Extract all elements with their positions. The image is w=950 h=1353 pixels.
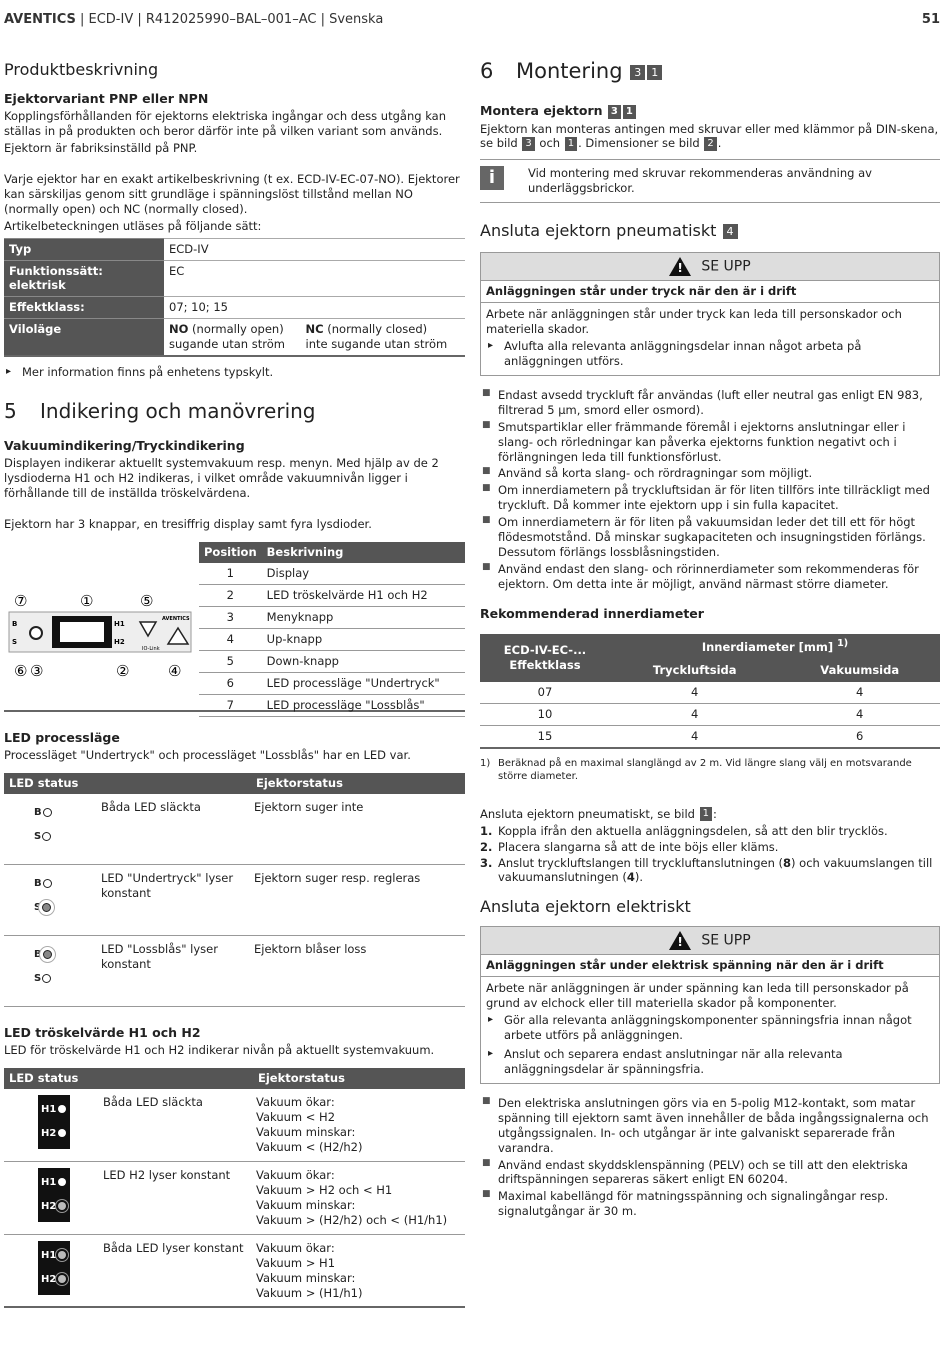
mount-paragraph: Ejektorn kan monteras antingen med skruvar eller med klämmor på DIN-skena, se bild 3 och 1 . Dimensioner se bild 2 . [480,121,939,151]
table-row [199,606,465,628]
threshold-led-icon: H1 H2 [38,1241,70,1295]
section-title-text: Montering [516,59,623,83]
led-indicator-icon: B S [34,942,66,996]
effect-class: 15 [480,725,610,747]
steps-list [480,824,940,855]
more-info-note: ▸ Mer information finns på enhetens typskylt. [4,365,465,380]
step-text: Anslut tryckluftslangen till tryckluftanslutningen ( [498,855,784,870]
info-text: Vid montering med skruvar rekommenderas användning av underläggsbrickor. [528,166,872,196]
connect-paragraph: Ansluta ejektorn pneumatiskt, se bild 1 : [480,806,717,821]
table-row [4,238,465,260]
list-item: ■ Den elektriska anslutningen görs via en 5-polig M12-kontakt, som matar spänning till ejektorn samt även innehåller de båda ingångssignalerna och utgångssignalen. In- och utgångar är inte galvaniskt separerade från varandra. [480,1096,940,1156]
table-row [199,563,465,584]
list-item [480,840,940,855]
led-indicator-icon: B S [34,871,66,925]
recommended-diameter-title: Rekommenderad innerdiameter [480,605,704,621]
led-description: Båda LED släckta [100,1089,253,1161]
vacuum-diameter: 4 [779,703,940,725]
table-row [199,650,465,672]
ejector-status [253,1234,465,1307]
led-process-body [4,794,465,1006]
vacuum-diameter: 6 [779,725,940,747]
warning-text: Arbete när anläggningen är under spänning kan leda till personskador på grund av elchock eller till materiella skador på komponenter. [486,981,909,1011]
article-paragraph-1: Varje ejektor har en exakt artikelbeskrivning (t ex. ECD-IV-EC-07-NO). Ejektorer kan särskiljas genom sitt grundläge i spänningslöst tillstånd mellan NO (normally open) och NC (normally closed). [4,171,460,216]
step-number: 3. [480,855,493,870]
step-number: 1. [480,823,493,838]
header-doc-info: | ECD-IV | R412025990–BAL–001–AC | Svenska [75,12,384,27]
callout-5: ⑤ [140,592,154,611]
description-header: Beskrivning [262,542,465,563]
device-diagram [4,586,194,686]
vacuum-indicator-title: Vakuumindikering/Tryckindikering [4,438,245,454]
callout-6: ⑥ [14,662,28,681]
table-row [4,794,465,864]
variant-paragraph-2: Ejektorn är fabriksinställd på PNP. [4,140,198,155]
class-header [480,634,610,682]
no-label: NO [169,322,189,337]
figure-ref-3: 3 [522,137,534,151]
effect-class: 07 [480,682,610,703]
pneumatic-title [480,221,940,242]
table-row [480,682,940,703]
position-number: 2 [199,585,262,607]
product-description-title: Produktbeskrivning [4,60,159,79]
footnote-number: 1) [480,757,491,769]
table-row [199,585,465,607]
article-spec-table [4,238,465,358]
table-row [4,1161,465,1234]
status-line: Vakuum ökar: [256,1240,335,1255]
electrical-list [480,1096,940,1220]
table-row [4,319,465,356]
threshold-title: LED tröskelvärde H1 och H2 [4,1025,201,1041]
led-process-paragraph: Processläget "Undertryck" och processläget "Lossblås" har en LED var. [4,748,411,763]
warning-heading: Anläggningen står under tryck när den är i drift [481,281,939,303]
section-6-title [480,58,940,85]
mount-title [480,103,940,119]
list-item [480,856,940,886]
warning-icon [669,931,691,950]
mount-text-a: Ejektorn kan monteras antingen med skruvar eller med klämmor på DIN-skena, se bild [480,121,939,151]
led-icon-cell [4,1161,100,1234]
position-number: 7 [199,694,262,716]
position-description: LED tröskelvärde H1 och H2 [262,585,465,607]
no-desc: (normally open) [188,322,284,337]
status-line: Vakuum minskar: [256,1270,356,1285]
mount-text-och: och [539,136,561,151]
section-number: 6 [480,59,494,83]
pressure-diameter: 4 [610,725,779,747]
callout-7: ⑦ [14,592,28,611]
effect-class: 10 [480,703,610,725]
table-row [199,628,465,650]
pressure-side-header: Tryckluftsida [610,659,779,682]
no-detail: sugande utan ström [169,337,285,352]
iolink-label: IO-Link [142,646,160,653]
led-status-header: LED status [4,1068,253,1089]
led-description: LED "Lossblås" lyser konstant [98,936,251,1007]
diameter-header-text: Innerdiameter [mm] [701,640,834,655]
table-row [4,936,465,1007]
threshold-led-icon: H1 H2 [38,1095,70,1149]
led-indicator-icon: B S [34,800,66,854]
nc-detail: inte sugande utan ström [305,337,448,352]
status-line: Vakuum ökar: [256,1095,335,1110]
pressure-diameter: 4 [610,682,779,703]
position-header: Position [199,542,262,563]
led-description: LED "Undertryck" lyser konstant [98,865,251,936]
threshold-body [4,1089,465,1307]
table-row [4,297,465,319]
device-brand: AVENTICS [162,616,190,623]
right-column [480,58,940,1221]
class-header-a: ECD-IV-EC-... [503,643,587,658]
spec-key: Funktionssätt: elektrisk [4,260,164,297]
warning-title-bar [481,927,939,955]
info-note [480,159,940,203]
section-number: 5 [4,399,17,424]
table-row [4,1234,465,1307]
status-line: Vakuum > H1 [256,1255,336,1270]
ejector-status-header: Ejektorstatus [251,773,465,794]
list-item: ■ Om innerdiametern på tryckluftsidan är för liten tillförs inte tillräckligt med tryckluft. Då kommer inte ejektorn upp i sin fulla kapacitet. [480,483,940,513]
table-header-row [4,1068,465,1089]
mount-text-b: . Dimensioner se bild [578,136,700,151]
spec-value-nc [301,319,465,356]
spec-key: Viloläge [4,319,164,356]
voltage-warning [480,926,940,1084]
spec-key: Effektklass: [4,297,164,319]
figure-ref-1: 1 [700,807,712,821]
spec-value: ECD-IV [164,238,465,260]
position-table-body [199,563,465,716]
led-description: Båda LED släckta [98,794,251,864]
footnote [480,757,940,783]
led-process-table [4,773,465,1007]
mount-title-text: Montera ejektorn [480,103,603,119]
variant-paragraph-1: Kopplingsförhållanden för ejektorns elektriska ingångar och dess utgång kan ställas in på produkten och beror därför inte på vilken variant som används. [4,109,446,138]
table-row [199,672,465,694]
spec-value: 07; 10; 15 [164,297,465,319]
figure-ref-1: 1 [565,137,577,151]
list-item: ■ Använd endast skyddsklenspänning (PELV) och se till att den elektriska driftspänningen separeras säkert enligt EN 60204. [480,1158,940,1188]
ejector-status: Ejektorn suger resp. regleras [251,865,465,936]
status-line: Vakuum > (H1/h1) [256,1285,363,1300]
led-icon-cell [4,865,98,936]
pressure-warning [480,252,940,376]
device-h1-label: H1 [114,620,125,629]
table-row [199,694,465,716]
warning-heading: Anläggningen står under elektrisk spänning när den är i drift [481,955,939,977]
ejector-status [253,1161,465,1234]
led-description: Båda LED lyser konstant [100,1234,253,1307]
warning-action: ▸ Avlufta alla relevanta anläggningsdelar innan något arbeta på anläggningen utförs. [486,339,934,369]
list-item: ■ Maximal kabellängd för matningsspänning och signalingångar resp. signalutgångar är 30 m. [480,1189,940,1219]
table-row [4,260,465,297]
led-icon-cell [4,794,98,864]
warning-action: ▸ Gör alla relevanta anläggningskomponenter spänningsfria innan något arbete utförs på anläggningen. [486,1013,934,1043]
nc-desc: (normally closed) [323,322,428,337]
warning-label: SE UPP [701,258,751,275]
status-line: Vakuum minskar: [256,1125,356,1140]
page-number: 51 [921,12,940,27]
warning-action: ▸ Anslut och separera endast anslutningar när alla relevanta anläggningsdelar är spänningsfria. [486,1047,934,1077]
device-led-s: S [12,638,18,647]
menu-button-icon [30,627,42,639]
list-item: ■ Om innerdiametern är för liten på vakuumsidan leder det till ett för högt flödesmotstånd. Då minskar sugkapaciteten och insugningstiden förlängs. Dessutom förlängs lossblåsningstiden. [480,515,940,560]
status-line: Vakuum > H2 och < H1 [256,1182,393,1197]
table-header-row [480,634,940,659]
position-description: Down-knapp [262,650,465,672]
table-row [480,725,940,747]
port-number: 4 [626,870,635,885]
led-icon-cell [4,936,98,1007]
callout-2: ② [116,662,130,681]
section-5-title [4,398,465,424]
threshold-led-icon: H1 H2 [38,1168,70,1222]
figure-ref-4: 4 [723,224,738,239]
figure-ref-3: 3 [630,65,645,80]
callout-4: ④ [168,662,182,681]
controls-area [4,542,465,712]
callout-3: ③ [30,662,44,681]
spec-value: EC [164,260,465,297]
status-line: Vakuum > (H2/h2) och < (H1/h1) [256,1212,448,1227]
list-item: ■ Endast avsedd tryckluft får användas (luft eller neutral gas enligt EN 983, filtrerad 5 µm, smord eller osmord). [480,388,940,418]
position-number: 1 [199,563,262,584]
section-title-text: Indikering och manövrering [40,399,316,424]
footnote-ref: 1) [837,638,849,650]
callout-1: ① [80,592,94,611]
electrical-title: Ansluta ejektorn elektriskt [480,897,691,917]
table-header-row [4,773,465,794]
left-column [4,58,465,1308]
position-description: Up-knapp [262,628,465,650]
warning-title-bar [481,253,939,281]
threshold-table [4,1068,465,1307]
threshold-paragraph: LED för tröskelvärde H1 och H2 indikerar nivån på aktuellt systemvakuum. [4,1043,435,1058]
ejector-status-header: Ejektorstatus [253,1068,465,1089]
nc-label: NC [305,322,324,337]
led-status-header: LED status [4,773,251,794]
step-text: ) och vakuumslangen till vakuumanslutningen ( [498,855,933,885]
status-line: Vakuum < (H2/h2) [256,1140,363,1155]
warning-body [481,977,939,1083]
ejector-status: Ejektorn suger inte [251,794,465,864]
port-number: 8 [783,855,792,870]
variant-title: Ejektorvariant PNP eller NPN [4,90,209,106]
header-brand: AVENTICS [4,12,76,27]
warning-text: Arbete när anläggningen står under tryck kan leda till personskador och materiella skador. [486,307,902,336]
diameter-body [480,682,940,747]
info-icon: i [480,166,504,190]
figure-ref-1: 1 [623,105,636,119]
ejector-status [253,1089,465,1161]
warning-icon [669,257,691,276]
connect-text: Ansluta ejektorn pneumatiskt, se bild [480,806,695,821]
table-row [480,703,940,725]
table-row [4,1089,465,1161]
figure-ref-2: 2 [704,137,716,151]
list-item: ■ Använd endast den slang- och rörinnerdiameter som rekommenderas för ejektorn. Om detta inte är möjligt, använd närmast större diameter. [480,562,940,592]
display-screen [60,622,104,642]
pneumatic-title-text: Ansluta ejektorn pneumatiskt [480,221,717,241]
position-number: 5 [199,650,262,672]
position-number: 3 [199,606,262,628]
step-text: Placera slangarna så att de inte böjs eller kläms. [498,839,779,854]
vacuum-paragraph-2: Ejektorn har 3 knappar, en tresiffrig display samt fyra lysdioder. [4,517,372,532]
ejector-status: Ejektorn blåser loss [251,936,465,1007]
warning-body [481,303,939,375]
device-h2-label: H2 [114,638,125,647]
vacuum-side-header: Vakuumsida [779,659,940,682]
step-number: 2. [480,839,493,854]
warning-label: SE UPP [701,932,751,949]
device-led-b: B [12,620,18,629]
list-item: ■ Använd så korta slang- och rördragningar som möjligt. [480,466,940,481]
table-row [4,865,465,936]
led-icon-cell [4,1234,100,1307]
vacuum-paragraph-1: Displayen indikerar aktuellt systemvakuum resp. menyn. Med hjälp av de 2 lysdioderna H1 och H2 indikeras, i vilket område vakuumnivån ligger i förhållande till de inställda tröskelvärdena. [4,456,439,501]
status-line: Vakuum < H2 [256,1110,336,1125]
position-number: 6 [199,672,262,694]
diameter-table [480,634,940,748]
diameter-header [610,634,940,659]
spec-key: Typ [4,238,164,260]
step-text: Koppla ifrån den aktuella anläggningsdelen, så att den blir trycklös. [498,823,888,838]
position-description: Menyknapp [262,606,465,628]
position-description: Display [262,563,465,584]
led-description: LED H2 lyser konstant [100,1161,253,1234]
pressure-diameter: 4 [610,703,779,725]
class-header-b: Effektklass [509,658,581,673]
spec-value-no [164,319,301,356]
vacuum-diameter: 4 [779,682,940,703]
figure-ref-3: 3 [608,105,621,119]
article-paragraph-2: Artikelbeteckningen utläses på följande sätt: [4,218,262,233]
led-icon-cell [4,1089,100,1161]
step-text: ). [634,870,644,885]
position-number: 4 [199,628,262,650]
footnote-text: Beräknad på en maximal slanglängd av 2 m. Vid längre slang välj en motsvarande större diameter. [498,757,912,782]
figure-ref-1: 1 [647,65,662,80]
list-item: ■ Smutspartiklar eller främmande föremål i ejektorns anslutningar eller i slang- och rörledningar kan påverka ejektorns funktion negativt och i förlängningen leda till funktionsförlust. [480,420,940,465]
position-table [199,542,465,717]
status-line: Vakuum ökar: [256,1167,335,1182]
table-header-row [199,542,465,563]
list-item [480,824,940,839]
status-line: Vakuum minskar: [256,1197,356,1212]
position-description: LED processläge "Lossblås" [262,694,465,716]
position-description: LED processläge "Undertryck" [262,672,465,694]
led-process-title: LED processläge [4,730,120,746]
pneumatic-list [480,388,940,592]
page-header [4,12,940,29]
